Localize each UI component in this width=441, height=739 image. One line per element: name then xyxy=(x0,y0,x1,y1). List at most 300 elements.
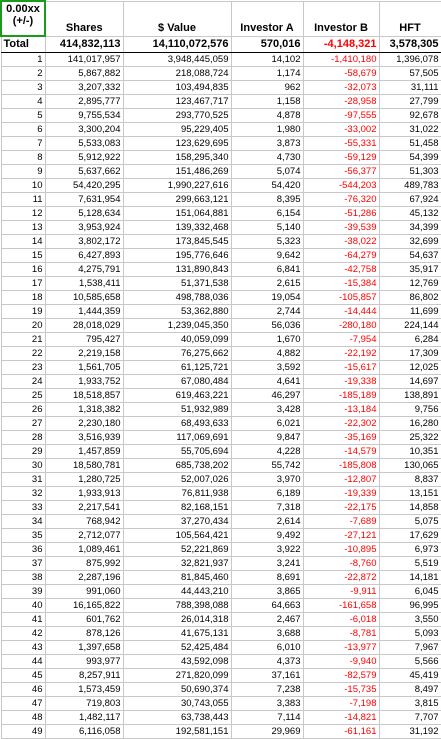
row-index-cell[interactable]: 6 xyxy=(1,123,45,137)
shares-cell[interactable]: 1,457,859 xyxy=(45,445,123,459)
row-index-cell[interactable]: 30 xyxy=(1,459,45,473)
hft-cell[interactable]: 8,837 xyxy=(379,473,441,487)
row-index-cell[interactable]: 46 xyxy=(1,683,45,697)
value-cell[interactable]: 293,770,525 xyxy=(123,109,231,123)
hft-cell[interactable]: 51,303 xyxy=(379,165,441,179)
hft-cell[interactable]: 6,973 xyxy=(379,543,441,557)
investor-a-cell[interactable]: 3,970 xyxy=(231,473,303,487)
investor-b-cell[interactable]: -59,129 xyxy=(303,151,379,165)
shares-cell[interactable]: 2,219,158 xyxy=(45,347,123,361)
total-investor-b[interactable]: -4,148,321 xyxy=(303,36,379,53)
investor-b-cell[interactable]: -22,872 xyxy=(303,571,379,585)
value-cell[interactable]: 139,332,468 xyxy=(123,221,231,235)
investor-b-cell[interactable]: -27,121 xyxy=(303,529,379,543)
row-index-cell[interactable]: 27 xyxy=(1,417,45,431)
row-index-cell[interactable]: 24 xyxy=(1,375,45,389)
investor-b-cell[interactable]: -35,169 xyxy=(303,431,379,445)
value-cell[interactable]: 192,581,151 xyxy=(123,725,231,739)
row-index-cell[interactable]: 18 xyxy=(1,291,45,305)
hft-cell[interactable]: 17,629 xyxy=(379,529,441,543)
investor-b-cell[interactable]: -19,338 xyxy=(303,375,379,389)
value-cell[interactable]: 44,443,210 xyxy=(123,585,231,599)
hft-cell[interactable]: 5,519 xyxy=(379,557,441,571)
investor-b-cell[interactable]: -14,444 xyxy=(303,305,379,319)
row-index-cell[interactable]: 15 xyxy=(1,249,45,263)
shares-cell[interactable]: 141,017,957 xyxy=(45,53,123,67)
shares-cell[interactable]: 2,895,777 xyxy=(45,95,123,109)
investor-a-cell[interactable]: 19,054 xyxy=(231,291,303,305)
hft-cell[interactable]: 5,075 xyxy=(379,515,441,529)
shares-cell[interactable]: 6,116,058 xyxy=(45,725,123,739)
investor-b-cell[interactable]: -64,279 xyxy=(303,249,379,263)
investor-a-cell[interactable]: 4,882 xyxy=(231,347,303,361)
row-index-cell[interactable]: 31 xyxy=(1,473,45,487)
hft-cell[interactable]: 16,280 xyxy=(379,417,441,431)
investor-a-cell[interactable]: 55,742 xyxy=(231,459,303,473)
shares-cell[interactable]: 18,518,857 xyxy=(45,389,123,403)
investor-b-cell[interactable]: -61,161 xyxy=(303,725,379,739)
hft-cell[interactable]: 224,144 xyxy=(379,319,441,333)
hft-cell[interactable]: 6,284 xyxy=(379,333,441,347)
row-index-cell[interactable]: 8 xyxy=(1,151,45,165)
value-cell[interactable]: 41,675,131 xyxy=(123,627,231,641)
hft-cell[interactable]: 92,678 xyxy=(379,109,441,123)
investor-a-cell[interactable]: 3,428 xyxy=(231,403,303,417)
hft-cell[interactable]: 7,967 xyxy=(379,641,441,655)
value-cell[interactable]: 55,705,694 xyxy=(123,445,231,459)
investor-a-cell[interactable]: 5,074 xyxy=(231,165,303,179)
shares-cell[interactable]: 5,128,634 xyxy=(45,207,123,221)
row-index-cell[interactable]: 9 xyxy=(1,165,45,179)
investor-b-cell[interactable]: -280,180 xyxy=(303,319,379,333)
investor-a-cell[interactable]: 7,238 xyxy=(231,683,303,697)
investor-b-cell[interactable]: -8,760 xyxy=(303,557,379,571)
investor-a-cell[interactable]: 1,980 xyxy=(231,123,303,137)
investor-a-cell[interactable]: 56,036 xyxy=(231,319,303,333)
row-index-cell[interactable]: 26 xyxy=(1,403,45,417)
hft-cell[interactable]: 45,132 xyxy=(379,207,441,221)
row-index-cell[interactable]: 28 xyxy=(1,431,45,445)
value-cell[interactable]: 123,467,717 xyxy=(123,95,231,109)
shares-cell[interactable]: 1,280,725 xyxy=(45,473,123,487)
shares-cell[interactable]: 795,427 xyxy=(45,333,123,347)
hft-cell[interactable]: 6,045 xyxy=(379,585,441,599)
shares-cell[interactable]: 1,933,752 xyxy=(45,375,123,389)
shares-cell[interactable]: 601,762 xyxy=(45,613,123,627)
hft-cell[interactable]: 25,322 xyxy=(379,431,441,445)
row-index-cell[interactable]: 16 xyxy=(1,263,45,277)
row-index-cell[interactable]: 3 xyxy=(1,81,45,95)
shares-cell[interactable]: 18,580,781 xyxy=(45,459,123,473)
row-index-cell[interactable]: 45 xyxy=(1,669,45,683)
value-cell[interactable]: 788,398,088 xyxy=(123,599,231,613)
investor-a-cell[interactable]: 2,614 xyxy=(231,515,303,529)
investor-b-cell[interactable]: -55,331 xyxy=(303,137,379,151)
shares-cell[interactable]: 6,427,893 xyxy=(45,249,123,263)
investor-a-cell[interactable]: 5,140 xyxy=(231,221,303,235)
value-cell[interactable]: 685,738,202 xyxy=(123,459,231,473)
investor-a-cell[interactable]: 4,878 xyxy=(231,109,303,123)
row-index-cell[interactable]: 38 xyxy=(1,571,45,585)
investor-a-cell[interactable]: 6,189 xyxy=(231,487,303,501)
investor-a-cell[interactable]: 3,873 xyxy=(231,137,303,151)
hft-cell[interactable]: 17,309 xyxy=(379,347,441,361)
investor-b-cell[interactable]: -9,940 xyxy=(303,655,379,669)
investor-b-cell[interactable]: -22,175 xyxy=(303,501,379,515)
hft-cell[interactable]: 54,399 xyxy=(379,151,441,165)
row-index-cell[interactable]: 22 xyxy=(1,347,45,361)
investor-a-cell[interactable]: 2,467 xyxy=(231,613,303,627)
shares-cell[interactable]: 719,803 xyxy=(45,697,123,711)
investor-b-cell[interactable]: -12,807 xyxy=(303,473,379,487)
header-hft[interactable]: HFT xyxy=(379,1,441,36)
investor-b-cell[interactable]: -7,689 xyxy=(303,515,379,529)
value-cell[interactable]: 82,168,151 xyxy=(123,501,231,515)
value-cell[interactable]: 105,564,421 xyxy=(123,529,231,543)
investor-a-cell[interactable]: 9,492 xyxy=(231,529,303,543)
row-index-cell[interactable]: 1 xyxy=(1,53,45,67)
row-index-cell[interactable]: 44 xyxy=(1,655,45,669)
row-index-cell[interactable]: 35 xyxy=(1,529,45,543)
investor-a-cell[interactable]: 3,383 xyxy=(231,697,303,711)
investor-a-cell[interactable]: 3,241 xyxy=(231,557,303,571)
investor-b-cell[interactable]: -14,821 xyxy=(303,711,379,725)
row-index-cell[interactable]: 33 xyxy=(1,501,45,515)
investor-a-cell[interactable]: 8,395 xyxy=(231,193,303,207)
row-index-cell[interactable]: 2 xyxy=(1,67,45,81)
investor-a-cell[interactable]: 4,373 xyxy=(231,655,303,669)
hft-cell[interactable]: 35,917 xyxy=(379,263,441,277)
row-index-cell[interactable]: 47 xyxy=(1,697,45,711)
investor-a-cell[interactable]: 4,228 xyxy=(231,445,303,459)
investor-b-cell[interactable]: -22,302 xyxy=(303,417,379,431)
row-index-cell[interactable]: 12 xyxy=(1,207,45,221)
row-index-cell[interactable]: 19 xyxy=(1,305,45,319)
hft-cell[interactable]: 10,351 xyxy=(379,445,441,459)
hft-cell[interactable]: 51,458 xyxy=(379,137,441,151)
investor-b-cell[interactable]: -185,808 xyxy=(303,459,379,473)
investor-b-cell[interactable]: -15,617 xyxy=(303,361,379,375)
hft-cell[interactable]: 32,699 xyxy=(379,235,441,249)
value-cell[interactable]: 37,270,434 xyxy=(123,515,231,529)
hft-cell[interactable]: 14,858 xyxy=(379,501,441,515)
investor-a-cell[interactable]: 54,420 xyxy=(231,179,303,193)
hft-cell[interactable]: 57,505 xyxy=(379,67,441,81)
row-index-cell[interactable]: 5 xyxy=(1,109,45,123)
investor-b-cell[interactable]: -28,958 xyxy=(303,95,379,109)
value-cell[interactable]: 195,776,646 xyxy=(123,249,231,263)
shares-cell[interactable]: 5,867,882 xyxy=(45,67,123,81)
total-investor-a[interactable]: 570,016 xyxy=(231,36,303,53)
row-index-cell[interactable]: 34 xyxy=(1,515,45,529)
shares-cell[interactable]: 1,573,459 xyxy=(45,683,123,697)
row-index-cell[interactable]: 20 xyxy=(1,319,45,333)
hft-cell[interactable]: 138,891 xyxy=(379,389,441,403)
shares-cell[interactable]: 8,257,911 xyxy=(45,669,123,683)
row-index-cell[interactable]: 29 xyxy=(1,445,45,459)
value-cell[interactable]: 53,362,880 xyxy=(123,305,231,319)
investor-b-cell[interactable]: -15,735 xyxy=(303,683,379,697)
value-cell[interactable]: 123,629,695 xyxy=(123,137,231,151)
shares-cell[interactable]: 3,207,332 xyxy=(45,81,123,95)
value-cell[interactable]: 299,663,121 xyxy=(123,193,231,207)
value-cell[interactable]: 68,493,633 xyxy=(123,417,231,431)
value-cell[interactable]: 117,069,691 xyxy=(123,431,231,445)
investor-a-cell[interactable]: 64,663 xyxy=(231,599,303,613)
value-cell[interactable]: 3,948,445,059 xyxy=(123,53,231,67)
hft-cell[interactable]: 31,022 xyxy=(379,123,441,137)
investor-a-cell[interactable]: 3,865 xyxy=(231,585,303,599)
investor-b-cell[interactable]: -1,410,180 xyxy=(303,53,379,67)
shares-cell[interactable]: 875,992 xyxy=(45,557,123,571)
shares-cell[interactable]: 4,275,791 xyxy=(45,263,123,277)
investor-b-cell[interactable]: -39,539 xyxy=(303,221,379,235)
investor-b-cell[interactable]: -42,758 xyxy=(303,263,379,277)
row-index-cell[interactable]: 42 xyxy=(1,627,45,641)
hft-cell[interactable]: 31,111 xyxy=(379,81,441,95)
row-index-cell[interactable]: 39 xyxy=(1,585,45,599)
row-index-cell[interactable]: 7 xyxy=(1,137,45,151)
value-cell[interactable]: 619,463,221 xyxy=(123,389,231,403)
hft-cell[interactable]: 14,181 xyxy=(379,571,441,585)
value-cell[interactable]: 95,229,405 xyxy=(123,123,231,137)
investor-a-cell[interactable]: 7,318 xyxy=(231,501,303,515)
total-shares[interactable]: 414,832,113 xyxy=(45,36,123,53)
shares-cell[interactable]: 1,933,913 xyxy=(45,487,123,501)
value-cell[interactable]: 51,371,538 xyxy=(123,277,231,291)
row-index-cell[interactable]: 17 xyxy=(1,277,45,291)
shares-cell[interactable]: 1,318,382 xyxy=(45,403,123,417)
shares-cell[interactable]: 7,631,954 xyxy=(45,193,123,207)
hft-cell[interactable]: 96,995 xyxy=(379,599,441,613)
row-index-cell[interactable]: 36 xyxy=(1,543,45,557)
hft-cell[interactable]: 34,399 xyxy=(379,221,441,235)
row-index-cell[interactable]: 4 xyxy=(1,95,45,109)
investor-b-cell[interactable]: -32,073 xyxy=(303,81,379,95)
investor-a-cell[interactable]: 2,744 xyxy=(231,305,303,319)
investor-a-cell[interactable]: 46,297 xyxy=(231,389,303,403)
shares-cell[interactable]: 1,561,705 xyxy=(45,361,123,375)
investor-a-cell[interactable]: 29,969 xyxy=(231,725,303,739)
value-cell[interactable]: 218,088,724 xyxy=(123,67,231,81)
hft-cell[interactable]: 54,637 xyxy=(379,249,441,263)
shares-cell[interactable]: 16,165,822 xyxy=(45,599,123,613)
investor-b-cell[interactable]: -56,377 xyxy=(303,165,379,179)
investor-a-cell[interactable]: 2,615 xyxy=(231,277,303,291)
row-index-cell[interactable]: 25 xyxy=(1,389,45,403)
investor-b-cell[interactable]: -22,192 xyxy=(303,347,379,361)
value-cell[interactable]: 131,890,843 xyxy=(123,263,231,277)
shares-cell[interactable]: 1,089,461 xyxy=(45,543,123,557)
hft-cell[interactable]: 489,783 xyxy=(379,179,441,193)
shares-cell[interactable]: 1,538,411 xyxy=(45,277,123,291)
row-index-cell[interactable]: 37 xyxy=(1,557,45,571)
row-index-cell[interactable]: 14 xyxy=(1,235,45,249)
row-index-cell[interactable]: 13 xyxy=(1,221,45,235)
shares-cell[interactable]: 878,126 xyxy=(45,627,123,641)
value-cell[interactable]: 32,821,937 xyxy=(123,557,231,571)
shares-cell[interactable]: 1,482,117 xyxy=(45,711,123,725)
shares-cell[interactable]: 3,300,204 xyxy=(45,123,123,137)
hft-cell[interactable]: 45,419 xyxy=(379,669,441,683)
investor-a-cell[interactable]: 3,922 xyxy=(231,543,303,557)
value-cell[interactable]: 52,221,869 xyxy=(123,543,231,557)
investor-b-cell[interactable]: -19,339 xyxy=(303,487,379,501)
shares-cell[interactable]: 28,018,029 xyxy=(45,319,123,333)
row-index-cell[interactable]: 23 xyxy=(1,361,45,375)
investor-a-cell[interactable]: 6,010 xyxy=(231,641,303,655)
hft-cell[interactable]: 12,769 xyxy=(379,277,441,291)
value-cell[interactable]: 40,059,099 xyxy=(123,333,231,347)
row-index-cell[interactable]: 48 xyxy=(1,711,45,725)
hft-cell[interactable]: 8,497 xyxy=(379,683,441,697)
investor-b-cell[interactable]: -6,018 xyxy=(303,613,379,627)
investor-b-cell[interactable]: -51,286 xyxy=(303,207,379,221)
value-cell[interactable]: 151,064,881 xyxy=(123,207,231,221)
shares-cell[interactable]: 10,585,658 xyxy=(45,291,123,305)
value-cell[interactable]: 1,239,045,350 xyxy=(123,319,231,333)
investor-b-cell[interactable]: -13,977 xyxy=(303,641,379,655)
investor-a-cell[interactable]: 3,688 xyxy=(231,627,303,641)
investor-a-cell[interactable]: 1,158 xyxy=(231,95,303,109)
row-index-cell[interactable]: 40 xyxy=(1,599,45,613)
hft-cell[interactable]: 86,802 xyxy=(379,291,441,305)
shares-cell[interactable]: 2,230,180 xyxy=(45,417,123,431)
investor-b-cell[interactable]: -10,895 xyxy=(303,543,379,557)
value-cell[interactable]: 173,845,545 xyxy=(123,235,231,249)
value-cell[interactable]: 50,690,374 xyxy=(123,683,231,697)
value-cell[interactable]: 61,125,721 xyxy=(123,361,231,375)
investor-a-cell[interactable]: 37,161 xyxy=(231,669,303,683)
investor-b-cell[interactable]: -9,911 xyxy=(303,585,379,599)
header-shares[interactable]: Shares xyxy=(45,1,123,36)
value-cell[interactable]: 67,080,484 xyxy=(123,375,231,389)
value-cell[interactable]: 76,811,938 xyxy=(123,487,231,501)
investor-a-cell[interactable]: 5,323 xyxy=(231,235,303,249)
hft-cell[interactable]: 27,799 xyxy=(379,95,441,109)
total-hft[interactable]: 3,578,305 xyxy=(379,36,441,53)
value-cell[interactable]: 158,295,340 xyxy=(123,151,231,165)
investor-b-cell[interactable]: -161,658 xyxy=(303,599,379,613)
hft-cell[interactable]: 13,151 xyxy=(379,487,441,501)
shares-cell[interactable]: 1,444,359 xyxy=(45,305,123,319)
investor-b-cell[interactable]: -8,781 xyxy=(303,627,379,641)
investor-b-cell[interactable]: -7,198 xyxy=(303,697,379,711)
investor-a-cell[interactable]: 6,154 xyxy=(231,207,303,221)
header-investor-b[interactable]: Investor B xyxy=(303,1,379,36)
value-cell[interactable]: 81,845,460 xyxy=(123,571,231,585)
investor-a-cell[interactable]: 8,691 xyxy=(231,571,303,585)
investor-a-cell[interactable]: 9,642 xyxy=(231,249,303,263)
shares-cell[interactable]: 768,942 xyxy=(45,515,123,529)
investor-b-cell[interactable]: -544,203 xyxy=(303,179,379,193)
shares-cell[interactable]: 3,802,172 xyxy=(45,235,123,249)
hft-cell[interactable]: 1,396,078 xyxy=(379,53,441,67)
row-index-cell[interactable]: 11 xyxy=(1,193,45,207)
hft-cell[interactable]: 31,192 xyxy=(379,725,441,739)
hft-cell[interactable]: 14,697 xyxy=(379,375,441,389)
hft-cell[interactable]: 9,756 xyxy=(379,403,441,417)
shares-cell[interactable]: 5,637,662 xyxy=(45,165,123,179)
value-cell[interactable]: 26,014,318 xyxy=(123,613,231,627)
hft-cell[interactable]: 12,025 xyxy=(379,361,441,375)
row-index-cell[interactable]: 43 xyxy=(1,641,45,655)
header-value[interactable]: $ Value xyxy=(123,1,231,36)
shares-cell[interactable]: 3,953,924 xyxy=(45,221,123,235)
shares-cell[interactable]: 5,533,083 xyxy=(45,137,123,151)
hft-cell[interactable]: 3,550 xyxy=(379,613,441,627)
value-cell[interactable]: 271,820,099 xyxy=(123,669,231,683)
investor-a-cell[interactable]: 4,730 xyxy=(231,151,303,165)
value-cell[interactable]: 103,494,835 xyxy=(123,81,231,95)
investor-b-cell[interactable]: -76,320 xyxy=(303,193,379,207)
row-index-cell[interactable]: 32 xyxy=(1,487,45,501)
shares-cell[interactable]: 9,755,534 xyxy=(45,109,123,123)
hft-cell[interactable]: 130,065 xyxy=(379,459,441,473)
total-label[interactable]: Total xyxy=(1,36,45,53)
value-cell[interactable]: 63,738,443 xyxy=(123,711,231,725)
value-cell[interactable]: 51,932,989 xyxy=(123,403,231,417)
value-cell[interactable]: 52,007,026 xyxy=(123,473,231,487)
value-cell[interactable]: 498,788,036 xyxy=(123,291,231,305)
investor-b-cell[interactable]: -33,002 xyxy=(303,123,379,137)
investor-a-cell[interactable]: 962 xyxy=(231,81,303,95)
hft-cell[interactable]: 11,699 xyxy=(379,305,441,319)
hft-cell[interactable]: 5,566 xyxy=(379,655,441,669)
investor-b-cell[interactable]: -15,384 xyxy=(303,277,379,291)
shares-cell[interactable]: 2,712,077 xyxy=(45,529,123,543)
value-cell[interactable]: 151,486,269 xyxy=(123,165,231,179)
row-index-cell[interactable]: 49 xyxy=(1,725,45,739)
investor-a-cell[interactable]: 3,592 xyxy=(231,361,303,375)
shares-cell[interactable]: 1,397,658 xyxy=(45,641,123,655)
hft-cell[interactable]: 5,093 xyxy=(379,627,441,641)
header-investor-a[interactable]: Investor A xyxy=(231,1,303,36)
total-value[interactable]: 14,110,072,576 xyxy=(123,36,231,53)
investor-a-cell[interactable]: 4,641 xyxy=(231,375,303,389)
selected-corner-cell[interactable] xyxy=(1,1,45,36)
shares-cell[interactable]: 2,217,541 xyxy=(45,501,123,515)
investor-b-cell[interactable]: -97,555 xyxy=(303,109,379,123)
value-cell[interactable]: 30,743,055 xyxy=(123,697,231,711)
value-cell[interactable]: 1,990,227,616 xyxy=(123,179,231,193)
investor-a-cell[interactable]: 6,021 xyxy=(231,417,303,431)
hft-cell[interactable]: 67,924 xyxy=(379,193,441,207)
value-cell[interactable]: 52,425,484 xyxy=(123,641,231,655)
shares-cell[interactable]: 54,420,295 xyxy=(45,179,123,193)
investor-a-cell[interactable]: 9,847 xyxy=(231,431,303,445)
row-index-cell[interactable]: 10 xyxy=(1,179,45,193)
shares-cell[interactable]: 993,977 xyxy=(45,655,123,669)
hft-cell[interactable]: 3,815 xyxy=(379,697,441,711)
investor-a-cell[interactable]: 6,841 xyxy=(231,263,303,277)
shares-cell[interactable]: 5,912,922 xyxy=(45,151,123,165)
row-index-cell[interactable]: 41 xyxy=(1,613,45,627)
investor-b-cell[interactable]: -14,579 xyxy=(303,445,379,459)
investor-b-cell[interactable]: -7,954 xyxy=(303,333,379,347)
hft-cell[interactable]: 7,707 xyxy=(379,711,441,725)
investor-b-cell[interactable]: -105,857 xyxy=(303,291,379,305)
investor-b-cell[interactable]: -58,679 xyxy=(303,67,379,81)
shares-cell[interactable]: 2,287,196 xyxy=(45,571,123,585)
investor-a-cell[interactable]: 7,114 xyxy=(231,711,303,725)
shares-cell[interactable]: 991,060 xyxy=(45,585,123,599)
investor-b-cell[interactable]: -38,022 xyxy=(303,235,379,249)
row-index-cell[interactable]: 21 xyxy=(1,333,45,347)
investor-a-cell[interactable]: 1,174 xyxy=(231,67,303,81)
investor-b-cell[interactable]: -82,579 xyxy=(303,669,379,683)
investor-a-cell[interactable]: 14,102 xyxy=(231,53,303,67)
